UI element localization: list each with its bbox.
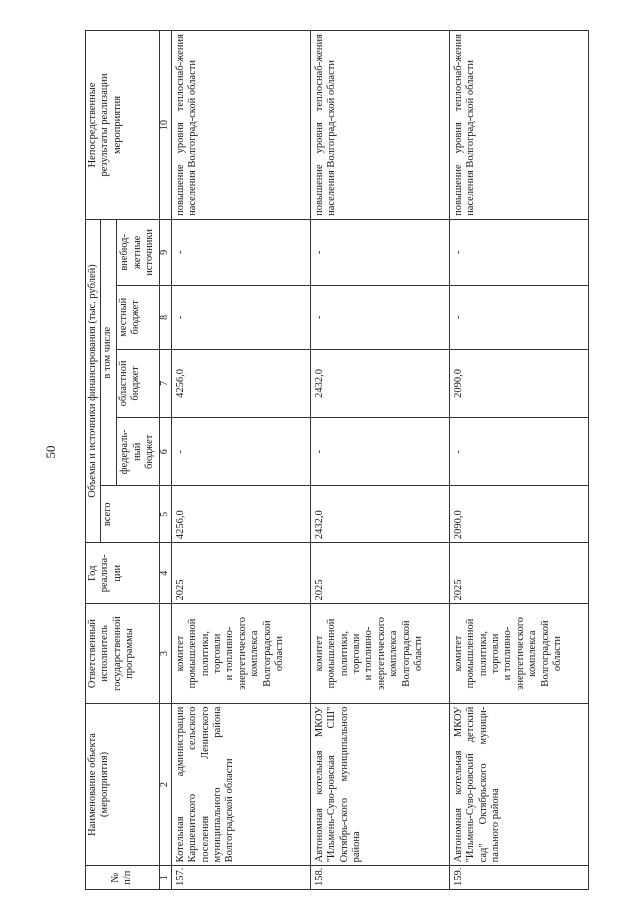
row-regional: 2432,0 (310, 349, 449, 417)
row-year: 2025 (310, 543, 449, 604)
col-number: 3 (159, 604, 171, 703)
header-executor: Ответственный исполнитель государственной программы (86, 604, 160, 703)
row-name: Автономная котельная МКОУ "Ильмень-Суво-ровская СШ" Октябрь-ского муниципального района (310, 703, 449, 866)
header-regional: областной бюджет (116, 349, 159, 417)
header-num: № п/п (86, 866, 160, 890)
row-federal: - (449, 418, 588, 486)
page-number: 50 (43, 445, 58, 459)
row-total: 4256,0 (171, 486, 310, 543)
column-number-row (159, 31, 171, 890)
row-total: 2090,0 (449, 486, 588, 543)
header-federal: федераль- ный бюджет (116, 418, 159, 486)
table-row (310, 31, 449, 890)
header-local: местный бюджет (116, 285, 159, 349)
col-number: 10 (159, 31, 171, 220)
row-local: - (449, 285, 588, 349)
row-name: Котельная администрации Каршевитского сельского поселения Ленинского муниципального района Волгоградской области (171, 703, 310, 866)
col-number: 8 (159, 285, 171, 349)
row-extra: - (310, 219, 449, 285)
col-number: 6 (159, 418, 171, 486)
row-local: - (310, 285, 449, 349)
row-year: 2025 (449, 543, 588, 604)
rotated-table-container (85, 30, 605, 890)
col-number: 2 (159, 703, 171, 866)
row-federal: - (310, 418, 449, 486)
table-row (449, 31, 588, 890)
col-number: 9 (159, 219, 171, 285)
table-row (171, 31, 310, 890)
row-year: 2025 (171, 543, 310, 604)
row-result: повышение уровня теплоснаб-жения населения Волгоград-ской области (310, 31, 449, 220)
row-result: повышение уровня теплоснаб-жения населения Волгоград-ской области (449, 31, 588, 220)
header-funding: Объемы и источники финансирования (тыс. рублей) (86, 219, 101, 542)
col-number: 5 (159, 486, 171, 543)
header-name: Наименование объекта (мероприятия) (86, 703, 160, 866)
row-federal: - (171, 418, 310, 486)
header-incl: в том числе (101, 219, 116, 486)
row-num: 158. (310, 866, 449, 890)
row-extra: - (449, 219, 588, 285)
col-number: 4 (159, 543, 171, 604)
row-executor: комитет промышленной политики, торговли и топливно- энергетического комплекса Волгоградской области (449, 604, 588, 703)
row-executor: комитет промышленной политики, торговли и топливно- энергетического комплекса Волгоградской области (310, 604, 449, 703)
row-total: 2432,0 (310, 486, 449, 543)
header-year: Год реализа- ции (86, 543, 160, 604)
row-extra: - (171, 219, 310, 285)
col-number: 7 (159, 349, 171, 417)
header-total: всего (101, 486, 159, 543)
header-extra: внебюд- жетные источники (116, 219, 159, 285)
row-executor: комитет промышленной политики, торговли и топливно- энергетического комплекса Волгоградской области (171, 604, 310, 703)
row-num: 157. (171, 866, 310, 890)
row-name: Автономная котельная МКОУ "Ильмень-Суво-ровский детский сад" Октябрьского муници-пального района (449, 703, 588, 866)
col-number: 1 (159, 866, 171, 890)
row-result: повышение уровня теплоснаб-жения населения Волгоград-ской области (171, 31, 310, 220)
row-regional: 2090,0 (449, 349, 588, 417)
funding-table (85, 30, 589, 890)
header-result: Непосредственные результаты реализации мероприятия (86, 31, 160, 220)
row-regional: 4256,0 (171, 349, 310, 417)
row-local: - (171, 285, 310, 349)
row-num: 159. (449, 866, 588, 890)
